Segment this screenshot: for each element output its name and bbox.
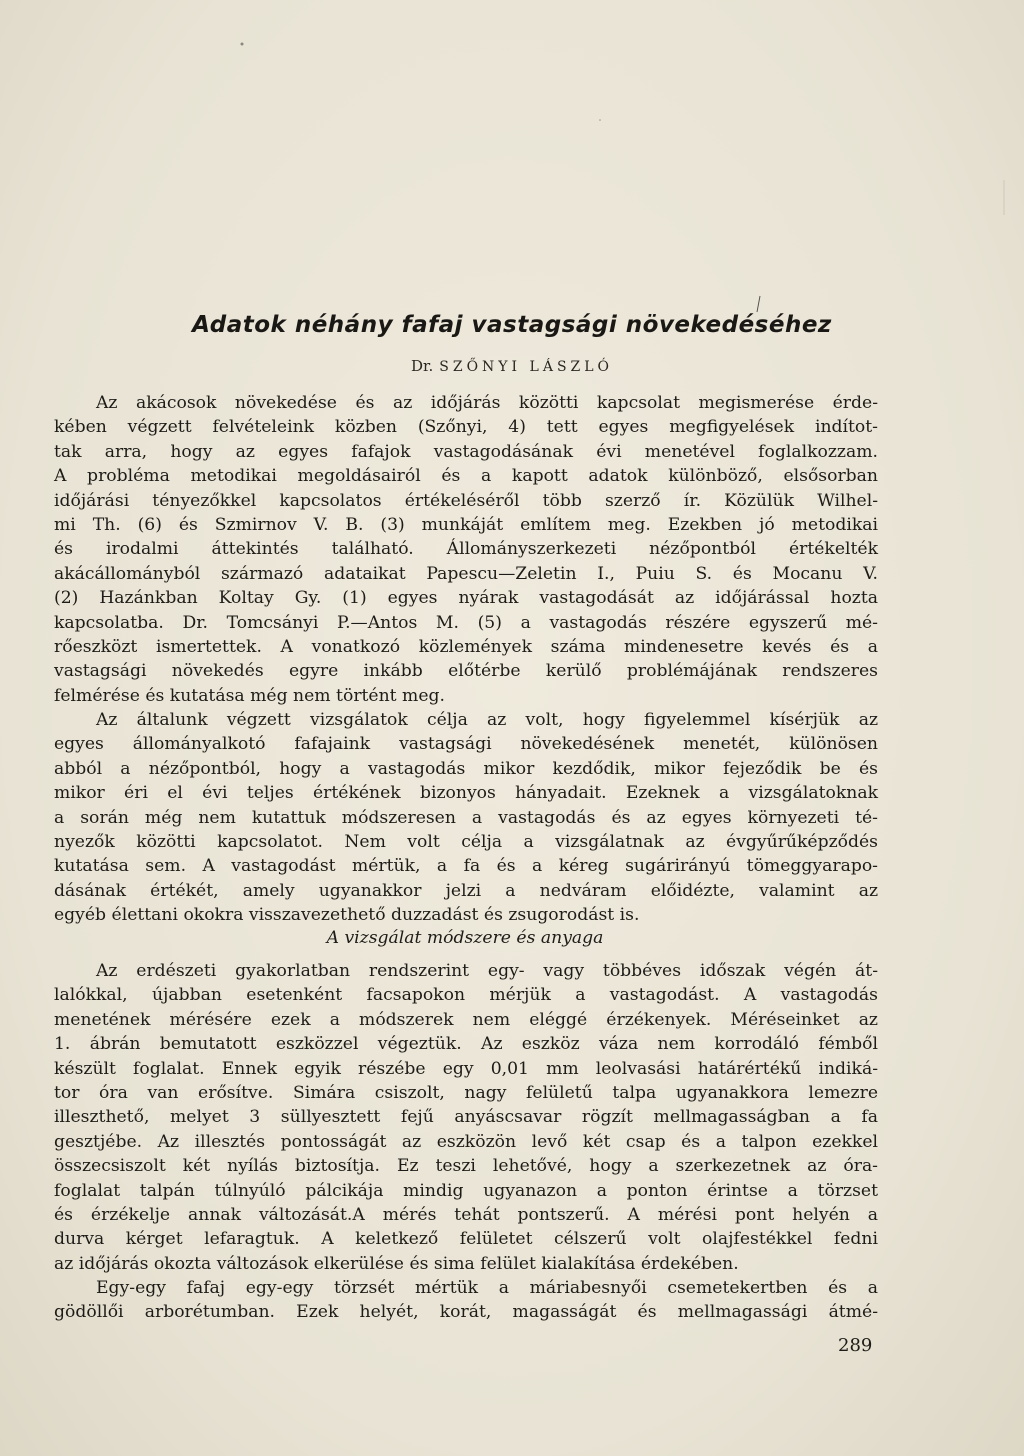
text-line: az időjárás okozta változások elkerülése és sima felület kialakítása érdekében. [54,1253,739,1274]
text-line: vastagsági növekedés egyre inkább előtérbe kerülő problémájának rendszeres [54,661,878,682]
text-line: tor óra van erősítve. Simára csiszolt, nagy felületű talpa ugyanakkora lemezre [54,1083,878,1104]
text-line: menetének mérésére ezek a módszerek nem eléggé érzékenyek. Méréseinket az [54,1009,878,1030]
text-line: gesztjébe. Az illesztés pontosságát az eszközön levő két csap és a talpon ezekkel [54,1131,878,1152]
text-line: Egy-egy fafaj egy-egy törzsét mértük a máriabesnyői csemetekertben és a [96,1278,878,1298]
author-prefix: Dr. [410,357,434,375]
author-name: SZŐNYI LÁSZLÓ [439,359,614,375]
text-line: gödöllői arborétumban. Ezek helyét, korát, magasságát és mellmagassági átmé- [54,1302,878,1323]
text-line: a során még nem kutattuk módszeresen a vastagodás és az egyes környezeti té- [54,807,878,828]
text-line: kapcsolatba. Dr. Tomcsányi P.—Antos M. (5) a vastagodás részére egyszerű mé- [54,612,878,633]
text-line: rőeszközt ismertettek. A vonatkozó közlemények száma mindenesetre kevés és a [54,637,878,658]
text-line: durva kérget lefaragtuk. A keletkező felületet célszerű volt olajfestékkel fedni [54,1229,878,1250]
text-line: foglalat talpán túlnyúló pálcikája mindig ugyanazon a ponton érintse a törzset [54,1180,878,1201]
text-line: illeszthető, melyet 3 süllyesztett fejű anyáscsavar rögzít mellmagasságban a fa [54,1107,878,1128]
text-line: dásának értékét, amely ugyanakkor jelzi a nedváram előidézte, valamint az [54,880,878,901]
text-line: készült foglalat. Ennek egyik részébe egy 0,01 mm leolvasási határértékű indiká- [54,1058,878,1079]
text-line: Az erdészeti gyakorlatban rendszerint egy- vagy többéves időszak végén át- [96,961,878,981]
text-line: és érzékelje annak változását.A mérés tehát pontszerű. A mérési pont helyén a [54,1205,878,1226]
text-line: mikor éri el évi teljes értékének bizonyos hányadait. Ezeknek a vizsgálatoknak [54,783,878,804]
text-line: időjárási tényezőkkel kapcsolatos értékeléséről több szerző ír. Közülük Wilhel- [54,490,878,511]
text-line: tak arra, hogy az egyes fafajok vastagodásának évi menetével foglalkozzam. [54,441,878,462]
text-line: Az akácosok növekedése és az időjárás közötti kapcsolat megismerése érde- [96,393,878,413]
text-line: kében végzett felvételeink közben (Szőnyi, 4) tett egyes megfigyelések indítot- [54,417,878,438]
text-line: felmérése és kutatása még nem történt meg. [54,685,445,706]
text-line: egyes állományalkotó fafajaink vastagsági növekedésének menetét, különösen [54,734,878,755]
page-number: 289 [838,1335,873,1356]
article-title: Adatok néhány fafaj vastagsági növekedéséhez [192,312,832,338]
text-line: 1. ábrán bemutatott eszközzel végeztük. Az eszköz váza nem korrodáló fémből [54,1034,878,1055]
text-line: A probléma metodikai megoldásairól és a kapott adatok különböző, elsősorban [54,466,878,487]
text-line: lalókkal, újabban esetenként facsapokon mérjük a vastagodást. A vastagodás [54,985,878,1006]
text-line: Az általunk végzett vizsgálatok célja az volt, hogy figyelemmel kísérjük az [96,710,878,730]
text-line: egyéb élettani okokra visszavezethető duzzadást és zsugorodást is. [54,905,640,926]
section-heading: A vizsgálat módszere és anyaga [326,928,604,948]
text-line: abból a nézőpontból, hogy a vastagodás mikor kezdődik, mikor fejeződik be és [54,758,878,779]
text-line: nyezők közötti kapcsolatot. Nem volt célja a vizsgálatnak az évgyűrűképződés [54,832,878,853]
text-line: (2) Hazánkban Koltay Gy. (1) egyes nyárak vastagodását az időjárással hozta [54,588,878,609]
text-line: és irodalmi áttekintés található. Állományszerkezeti nézőpontból értékelték [54,539,878,560]
text-line: akácállományból származó adataikat Papescu—Zeletin I., Puiu S. és Mocanu V. [54,563,878,584]
text-line: kutatása sem. A vastagodást mértük, a fa és a kéreg sugárirányú tömeggyarapo- [54,856,878,877]
text-line: összecsiszolt két nyílás biztosítja. Ez teszi lehetővé, hogy a szerkezetnek az óra- [54,1156,878,1177]
text-line: mi Th. (6) és Szmirnov V. B. (3) munkáját említem meg. Ezekben jó metodikai [54,515,878,536]
